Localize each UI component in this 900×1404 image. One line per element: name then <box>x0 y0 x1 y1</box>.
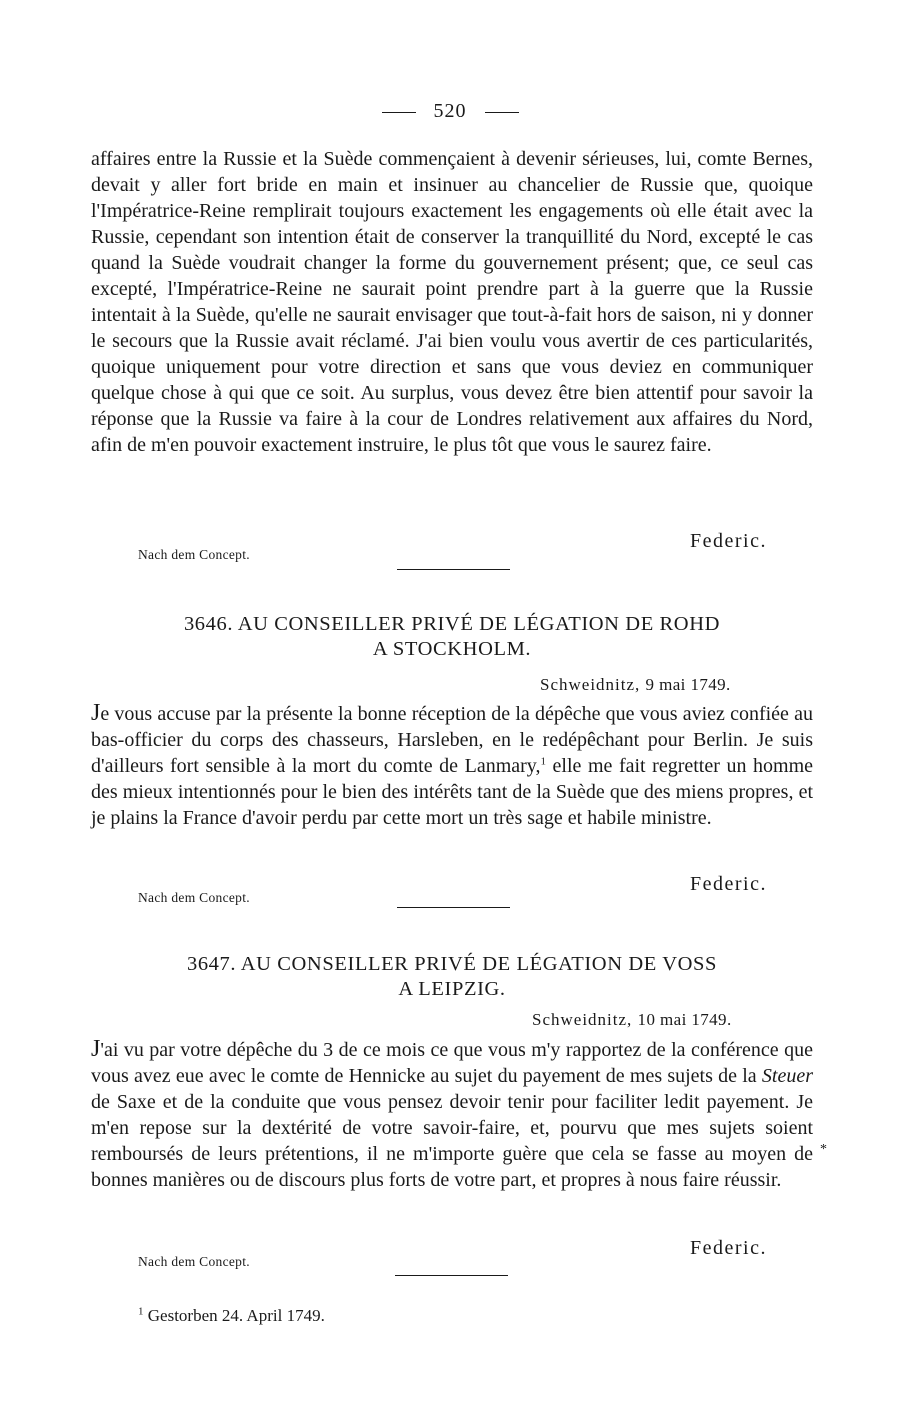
letter-body-part-2: elle me fait regretter un homme des mieux intentionnés pour le bien des intérêts tant de la Suède que des miens propres, et je plains la France d'avoir perdu par cette mort un très sage et habile ministre. <box>91 755 813 829</box>
initial-letter: J <box>91 1036 101 1062</box>
separator-rule <box>395 1275 508 1276</box>
place-date-3647 <box>532 1010 732 1030</box>
letter-addressee: AU CONSEILLER PRIVÉ DE LÉGATION DE ROHD <box>237 613 721 635</box>
date: 9 mai 1749. <box>645 675 731 694</box>
margin-mark: * <box>820 1142 827 1157</box>
source-note: Nach dem Concept. <box>138 1254 250 1269</box>
header-dash-left <box>382 112 416 113</box>
letter-destination: A STOCKHOLM. <box>372 638 532 660</box>
header-dash-right <box>485 112 519 113</box>
letter-body-3647 <box>91 1036 813 1193</box>
source-note: Nach dem Concept. <box>138 890 250 905</box>
page-header <box>0 100 900 123</box>
footnote <box>138 1306 325 1326</box>
place: Schweidnitz, <box>540 675 641 694</box>
letter-body-italic: Steuer <box>761 1065 813 1087</box>
letter-number: 3646. <box>183 613 234 635</box>
letter-destination: A LEIPZIG. <box>398 978 506 1000</box>
letter-addressee: AU CONSEILLER PRIVÉ DE LÉGATION DE VOSS <box>240 953 718 975</box>
page-number: 520 <box>433 100 467 122</box>
letter-body-3646 <box>91 700 813 831</box>
letter-body-part-2: de Saxe et de la conduite que vous pensez devoir tenir pour faciliter ledit payement. Je m'en repose sur la dextérité de votre savoir-faire, et, pourvu que mes sujets soient remboursés de leurs prétentions, il ne m'importe guère que cela se fasse au moyen de bonnes manières ou de discours plus forts de votre part, et propres à nous faire réussir. <box>91 1091 813 1191</box>
signature: Federic. <box>690 1237 767 1259</box>
signature: Federic. <box>690 873 767 895</box>
footnote-mark: 1 <box>540 755 546 768</box>
source-note: Nach dem Concept. <box>138 547 250 562</box>
separator-rule <box>397 907 510 908</box>
signature: Federic. <box>690 530 767 552</box>
separator-rule <box>397 569 510 570</box>
letter-body-part-1: 'ai vu par votre dépêche du 3 de ce mois ce que vous m'y rapportez de la conférence que vous avez eue avec le comte de Hennicke au sujet du payement de mes sujets de la <box>91 1039 813 1087</box>
footnote-mark: 1 <box>138 1305 144 1318</box>
initial-letter: J <box>91 700 101 726</box>
letter-number: 3647. <box>186 953 237 975</box>
place: Schweidnitz, <box>532 1010 633 1029</box>
place-date-3646 <box>540 675 731 695</box>
date: 10 mai 1749. <box>637 1010 732 1029</box>
footnote-text: Gestorben 24. April 1749. <box>143 1306 325 1325</box>
continuation-text: affaires entre la Russie et la Suède commençaient à devenir sérieuses, lui, comte Bernes, devait y aller fort bride en main et insinuer au chancelier de Russie que, quoique l'Impératrice-Reine remplirait toujours exactement les engagements où elle était avec la Russie, cependant son intention était de conserver la tranquillité du Nord, excepté le cas quand la Suède voudrait changer la forme du gouvernement présent; que, ce seul cas excepté, l'Impératrice-Reine ne saurait point prendre part à la guerre que la Russie intentait à la Suède, qu'elle ne saurait envisager que tout-à-fait hors de saison, ni y donner le secours que la Russie avait réclamé. J'ai bien voulu vous avertir de ces particularités, quoique uniquement pour votre direction et sans que vous deviez en communiquer quelque chose à qui que ce soit. Au surplus, vous devez être bien attentif pour savoir la réponse que la Russie va faire à la cour de Londres relativement aux affaires du Nord, afin de m'en pouvoir exactement instruire, le plus tôt que vous le saurez faire. <box>91 148 813 456</box>
letter-body-part-1: e vous accuse par la présente la bonne réception de la dépêche que vous aviez confiée au bas-officier du corps des chasseurs, Harsleben, en le redépêchant pour Berlin. Je suis d'ailleurs fort sensible à la mort du comte de Lanmary, <box>91 703 813 777</box>
letter-heading-3647 <box>91 952 813 1002</box>
letter-heading-3646 <box>91 612 813 662</box>
